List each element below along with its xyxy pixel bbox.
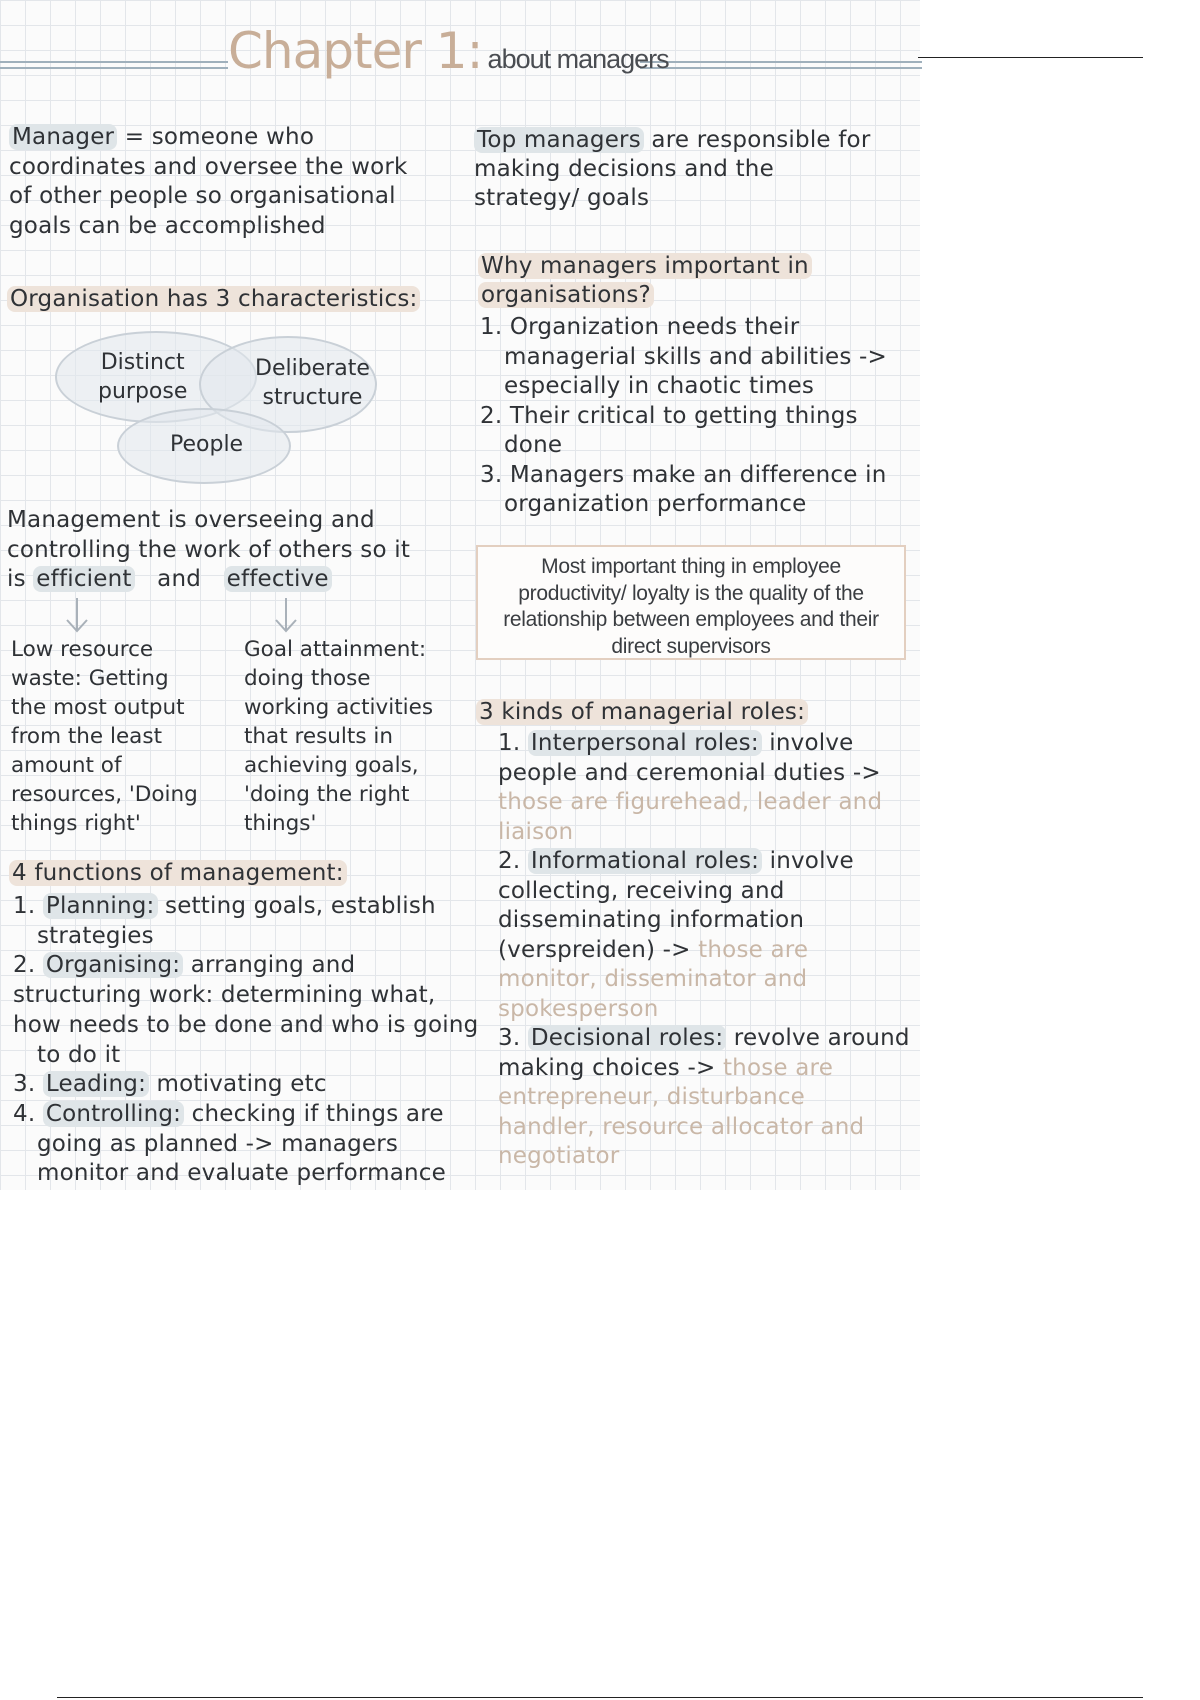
why-important-list: 1. Organization needs their managerial skills and abilities -> especially in chaotic times 2. Their critical to getting things done 3. Managers make an difference in organization performance: [480, 314, 887, 517]
top-managers-term: Top managers: [474, 127, 644, 153]
venn-label-structure: Deliberate structure: [255, 356, 370, 410]
supervisor-relationship-box: Most important thing in employee productivity/ loyalty is the quality of the relationship between employees and their direct supervisors: [476, 545, 906, 660]
roles-heading: 3 kinds of managerial roles:: [476, 698, 808, 728]
arrow-down-icon: [273, 596, 299, 634]
decisional-term: Decisional roles:: [528, 1025, 726, 1051]
organising-term: Organising:: [43, 952, 183, 978]
page-title: [228, 22, 669, 80]
venn-label-people: People: [170, 432, 244, 457]
controlling-term: Controlling:: [43, 1101, 184, 1127]
arrow-down-icon: [64, 596, 90, 634]
effective-description: Goal attainment: doing those working activities that results in achieving goals, 'doing the right things': [244, 637, 434, 836]
effective-term: effective: [224, 566, 332, 592]
organisation-heading: Organisation has 3 characteristics:: [7, 285, 420, 315]
leading-term: Leading:: [43, 1071, 149, 1097]
roles-list: 1. Interpersonal roles: involve people and ceremonial duties -> those are figurehead, leader and liaison 2. Informational roles: involve collecting, receiving and disseminating information (verspreiden) -> those are monitor, disseminator and spokesperson 3. Decisional roles: revolve around making choices -> those are entrepreneur, disturbance handler, resource allocator and negotiator: [498, 730, 910, 1169]
top-managers-note: Top managers are responsible for making decisions and the strategy/ goals: [474, 127, 871, 211]
efficient-description: Low resource waste: Getting the most output from the least amount of resources, 'Doing things right': [11, 637, 198, 836]
planning-term: Planning:: [43, 893, 158, 919]
interpersonal-term: Interpersonal roles:: [528, 730, 762, 756]
functions-list: 1. Planning: setting goals, establish strategies 2. Organising: arranging and structuring work: determining what, how needs to be done and who is going to do it 3. Leading: motivating etc 4. Controlling: checking if things are going as planned -> managers monitor and evaluate performance: [13, 893, 479, 1187]
management-definition: Management is overseeing and controlling the work of others so it is efficient and effective: [7, 507, 411, 592]
venn-label-purpose: Distinct purpose: [98, 350, 188, 404]
title-rule-left: [0, 61, 228, 69]
title-rule-right: [640, 61, 922, 69]
why-important-heading: Why managers important in organisations?: [478, 252, 812, 310]
functions-heading: 4 functions of management:: [9, 859, 347, 889]
efficient-term: efficient: [33, 566, 134, 592]
bottom-rule: [57, 1697, 1143, 1698]
chapter-title: Chapter 1:: [228, 22, 483, 80]
informational-term: Informational roles:: [528, 848, 762, 874]
chapter-subtitle: about managers: [487, 44, 669, 74]
manager-term: Manager: [9, 124, 117, 150]
title-rule-extension: [918, 57, 1143, 58]
manager-definition: Manager = someone who coordinates and oversee the work of other people so organisational goals can be accomplished: [9, 124, 408, 239]
